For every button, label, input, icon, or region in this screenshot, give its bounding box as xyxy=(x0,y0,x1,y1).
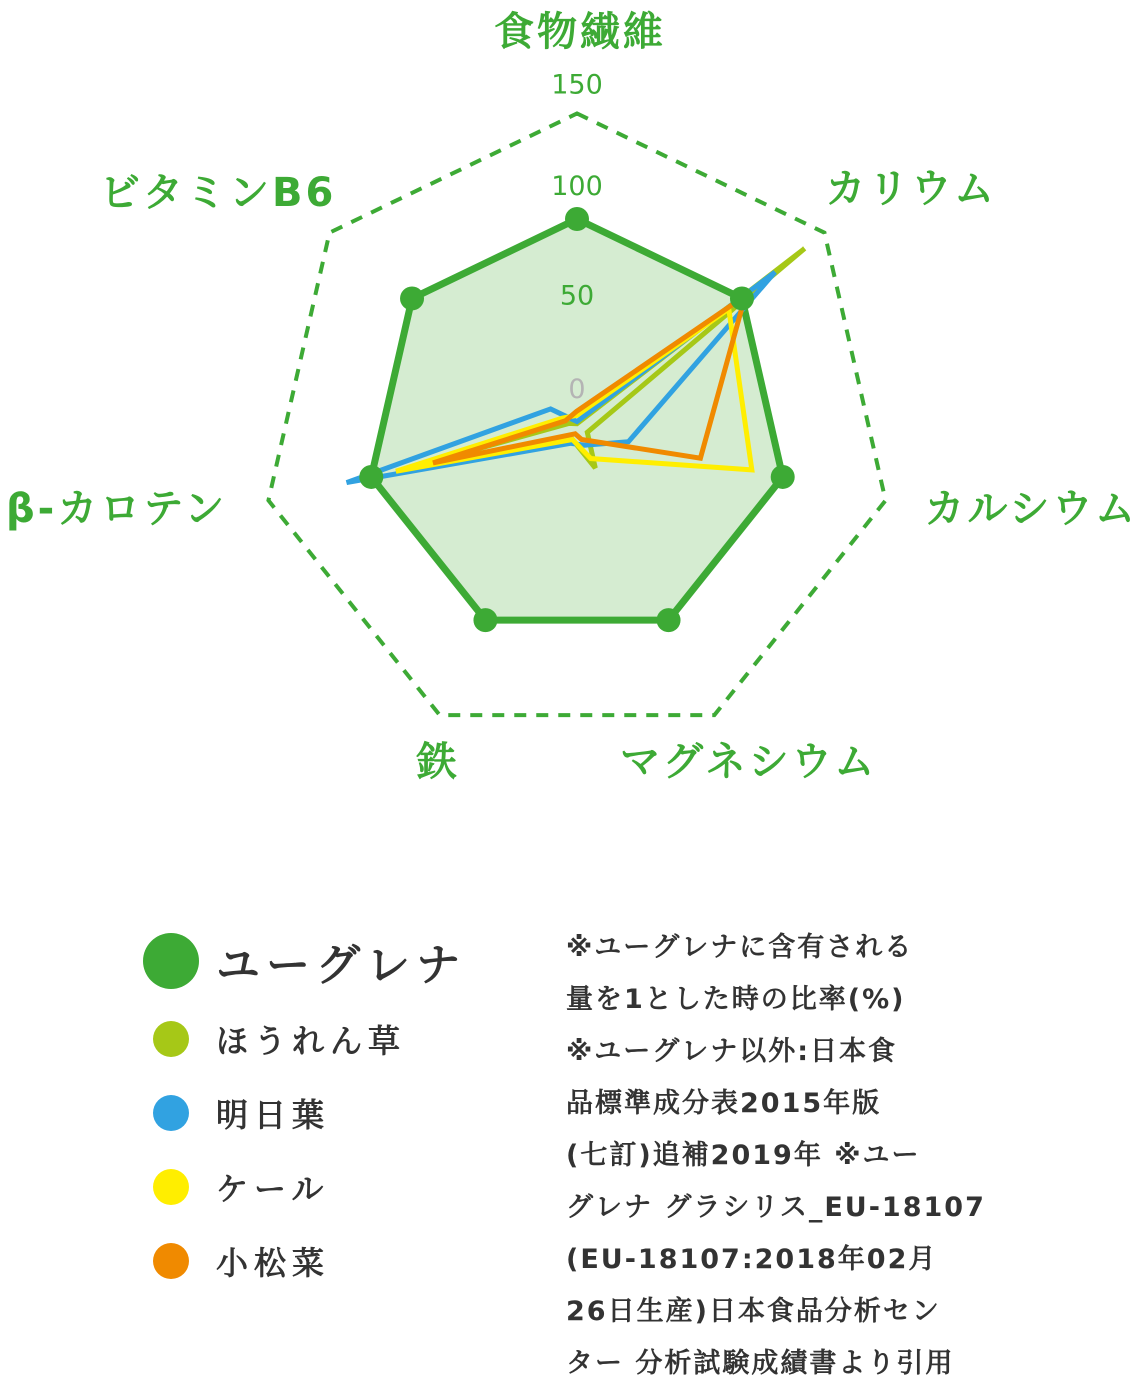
legend-item xyxy=(140,1076,540,1150)
tick-label-100: 100 xyxy=(551,171,603,202)
legend-label: 明日葉 xyxy=(216,1096,331,1134)
legend-item xyxy=(140,920,540,1002)
series-0-point-1 xyxy=(730,286,754,310)
axis-label-0: 食物繊維 xyxy=(494,9,666,55)
axis-label-5: β-カロテン xyxy=(6,486,228,532)
axis-label-2: カルシウム xyxy=(924,486,1138,532)
note-line: (七訂)追補2019年 ※ユー xyxy=(566,1140,921,1171)
source-note xyxy=(566,922,1006,1390)
note-line: ター 分析試験成績書より引用 xyxy=(566,1348,955,1379)
axis-label-6: ビタミンB6 xyxy=(100,170,337,216)
note-line: ※ユーグレナ以外:日本食 xyxy=(566,1036,898,1067)
tick-label-150: 150 xyxy=(551,69,603,101)
note-line: (EU-18107:2018年02月 xyxy=(566,1244,938,1275)
legend-label: ケール xyxy=(216,1170,330,1208)
legend-label: ほうれん草 xyxy=(216,1022,407,1060)
axis-label-4: 鉄 xyxy=(416,739,460,785)
series-0-point-3 xyxy=(657,608,681,632)
legend-swatch xyxy=(153,1095,189,1131)
series-layer xyxy=(347,207,805,632)
axis-label-1: カリウム xyxy=(825,166,997,212)
legend-swatch xyxy=(153,1021,189,1057)
note-line: 量を1とした時の比率(%) xyxy=(566,984,906,1015)
series-0-point-0 xyxy=(565,207,589,231)
legend-label: ユーグレナ xyxy=(216,940,466,991)
series-0-point-2 xyxy=(771,465,795,489)
legend-item xyxy=(140,1150,540,1224)
series-0-point-4 xyxy=(473,608,497,632)
note-line: グレナ グラシリス_EU-18107 xyxy=(566,1192,986,1223)
legend-swatch xyxy=(153,1243,189,1279)
legend-swatch xyxy=(143,933,199,989)
legend xyxy=(140,920,540,1298)
note-line: 品標準成分表2015年版 xyxy=(566,1088,882,1119)
legend-item xyxy=(140,1002,540,1076)
series-0-point-5 xyxy=(359,465,383,489)
legend-label: 小松菜 xyxy=(216,1244,331,1282)
axis-label-3: マグネシウム xyxy=(620,739,878,785)
note-line: 26日生産)日本食品分析セン xyxy=(566,1296,941,1327)
legend-swatch xyxy=(153,1169,189,1205)
tick-label-0: 0 xyxy=(568,374,586,405)
note-line: ※ユーグレナに含有される xyxy=(566,932,914,963)
series-0-point-6 xyxy=(400,286,424,310)
legend-item xyxy=(140,1224,540,1298)
tick-label-50: 50 xyxy=(559,280,595,312)
